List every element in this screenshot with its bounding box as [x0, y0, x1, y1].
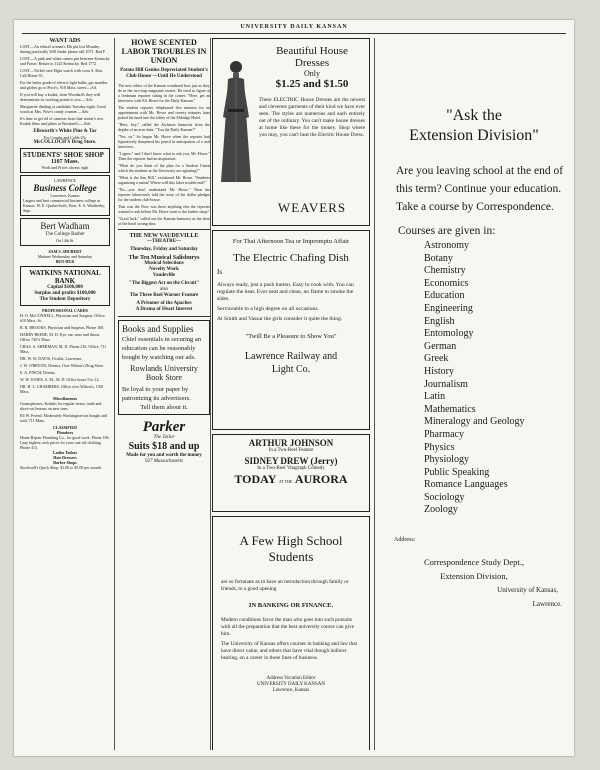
business-title: Business College [33, 183, 97, 193]
days: Thursday, Friday and Saturday [130, 247, 198, 252]
prof-card-item: H. O. McCONNELL, Physician and Surgeon. Office, 610 Mass. St. [20, 313, 106, 323]
dress-title: Beautiful House Dresses [276, 45, 348, 69]
headline: HOWE SCENTED LABOR TROUBLES IN UNION [121, 38, 207, 65]
bank-capital: Capital $100,000 [47, 285, 83, 290]
classified-title: CLASSIFIED [52, 425, 77, 430]
students-title: A Few High School Students [239, 533, 343, 564]
aurora-line3 [216, 472, 366, 486]
house-dress-ad [212, 38, 370, 226]
tailors-title: Ladies Tailors [52, 450, 78, 455]
ext-given: Courses are given in: [398, 225, 496, 237]
aurora-name: AURORA [294, 472, 348, 486]
want-ad-item: LOST—An ethical woman's Elk pin lost Monday during practically Will finder please call 1071. Red F [20, 44, 106, 54]
prof-title: PROFESSIONAL CARDS [42, 308, 88, 313]
prof-card-item: E. A. FINCH, Dentist. [20, 370, 56, 375]
bank-ad [20, 266, 110, 306]
course-item: Physiology [424, 454, 470, 466]
plumbers-title: Plumbers [56, 430, 74, 435]
course-item: Romance Languages [424, 479, 508, 491]
course-item: History [424, 365, 454, 377]
divider [118, 229, 210, 230]
act2: "The Biggest Act on the Circuit" [128, 281, 200, 286]
course-item: Zoology [424, 504, 458, 516]
ext-address-label: Address: [394, 537, 416, 544]
students-addr1: Address Vocation Editor [266, 676, 316, 681]
aurora-at: AT THE [278, 479, 293, 485]
ext-address3: University of Kansas, [497, 586, 558, 595]
feature1: A Prisoner of the Apaches [136, 301, 192, 306]
parker-made: Made for you and worth the money [126, 453, 202, 458]
ext-title-line1: "Ask the [446, 107, 502, 124]
dress-body: These ELECTRIC House Dresses are the newest and cleverest garments of their kind we have ever seen. The styles are numerous and each entirely out of the ordinary. You can't make house dresses at home like these for the money. Shop where you may, you can't beat the Electric House Dress. [259, 97, 365, 138]
books-ad [118, 320, 210, 415]
rowlands: Rowlands University Book Store [130, 364, 198, 382]
bank-surplus: Surplus and profits $100,000 [34, 291, 96, 296]
ext-question: Are you leaving school at the end of this term? Continue your education. Take a course by Correspondence. [396, 165, 564, 213]
course-item: Economics [424, 277, 469, 289]
students-body1: Modern conditions favor the man who goes into such pursuits with all the preparation that the best university course can give him. [221, 617, 354, 637]
chafing-dish-ad [212, 230, 370, 430]
aurora-today: TODAY [234, 472, 277, 486]
clothes-ad: I pay highest cash prices for your cast-off clothing. Phone 413. [20, 440, 102, 450]
act1: The Ten Musical Salisburys [128, 255, 200, 261]
ext-title-line2: Extension Division" [409, 127, 539, 144]
students-heading: IN BANKING OR FINANCE. [248, 602, 334, 609]
course-item: Mathematics [424, 403, 476, 415]
misc-title: Miscellaneous [53, 396, 77, 401]
classifieds-column [20, 38, 110, 750]
ads-column [212, 38, 370, 750]
dress-only: Only [304, 69, 320, 78]
ext-title [376, 106, 572, 146]
course-item: Education [424, 290, 465, 302]
story-paragraph: "I agree," and I don't know what to ask you, Mr. Howe." Then the reporter had an inspiration. [118, 151, 210, 161]
woman-in-dress-illustration [219, 57, 253, 187]
course-item: Greek [424, 353, 449, 365]
feature: The Three Reel Warner Feature [129, 293, 199, 298]
course-item: Physics [424, 441, 455, 453]
act1-sub3: Vaudeville [152, 273, 176, 278]
course-item: Astronomy [424, 240, 469, 251]
aurora-ad [212, 434, 370, 512]
story-paragraph: The new editor of the Kansan wondered how just as they do in the two-step magazine stories. He tried to figure at a freshman reporter sitting in the corner. "Here, get an interview with Ed. Howe for the Daily Kansan." [118, 83, 210, 103]
parker-ad [118, 419, 210, 465]
chafing-is: Is [217, 268, 223, 276]
chafing-company: Lawrence Railway and Light Co. [244, 351, 338, 375]
course-item: Entomology [424, 328, 474, 340]
prof-card-item: HARRY BEEBE, M. D. Eye, ear, nose and throat. Office 745½ Mass. [20, 332, 101, 342]
business-sub: Lawrence, Kansas [50, 193, 80, 198]
feature2: A Drama of Heart Interest [135, 307, 193, 312]
shoe-title: STUDENTS' SHOE SHOP [23, 151, 104, 159]
subhead: Potato Hill Genius Depreciated Student's Club House —Until He Understood [120, 68, 208, 79]
shoe-addr: 1107 Mass. [50, 159, 79, 165]
barber-title: Bert Wadham [40, 221, 90, 231]
course-item: Pharmacy [424, 428, 464, 440]
students-intro: are so fortunate as to have an introduction through family or friends, to a good opening [221, 579, 349, 592]
story-paragraph: "Yes, sir." So began Mr. Howe when the reporter had figuratively sharpened his pencil in anticipation of a real interview. [118, 134, 210, 149]
prof-card-item: DR. H. L. CHAMBERS, Office over Wilson's, 1001 Mass. [20, 384, 104, 394]
course-item: Chemistry [424, 265, 466, 277]
story-paragraph: That was the Now was there anything else the reporter wanted to ask before Mr. Howe went to the barber shop? [118, 204, 210, 214]
ext-address1: Correspondence Study Dept., [423, 557, 525, 568]
parker-suits: Suits $18 and up [128, 441, 200, 452]
bank-depository: The Student Depository [39, 297, 91, 302]
shubert-title: SAM S. SHUBERT [48, 249, 82, 254]
divider [118, 316, 210, 317]
chafing-body1: Always ready, just a push button. Easy to cook with. You can regulate the heat. Ever neat and clean, no flame to smoke the sides. [217, 282, 354, 302]
barber-addr: On 14th St. [55, 238, 75, 243]
footer-ad: Stockwell's Quick Shop. $1.00 to $5.00 per month. [20, 465, 102, 470]
newspaper-page [14, 20, 574, 756]
ext-address4: Lawrence. [532, 600, 562, 609]
prof-card-item: J. W. O'BRYON, Dentist, Over Wilson's Drug Store. [20, 363, 105, 368]
books-title: Books and Supplies [122, 324, 194, 334]
story-body [118, 83, 210, 226]
parker-addr: 927 Massachusetts [145, 459, 183, 464]
plumbing-ad: Home Repair Plumbing Co., for good work. Phone 106. [20, 435, 110, 440]
prof-cards-list [20, 313, 110, 394]
story-paragraph: "What is the Sun Hill," exclaimed Mr. Howe. "Students organizing a union! Where will this labor trouble end?" [118, 175, 210, 185]
extension-division-ad [376, 38, 572, 750]
story-paragraph: "No—you don't understand Mr. Howe." Then the reporter laboriously told the story of the dollar pledges for the student club-house. [118, 187, 210, 202]
course-item: Journalism [424, 378, 468, 390]
news-column [114, 38, 210, 750]
barber-ad [20, 218, 110, 246]
ben-hur: BEN-HUR [55, 259, 75, 264]
header-rule [22, 33, 566, 34]
course-item: German [424, 340, 457, 352]
business-college-ad [20, 175, 110, 216]
aurora-line2: In a Two-Reel Vitagraph Comedy [257, 466, 325, 471]
dress-price: $1.25 and $1.50 [275, 78, 349, 90]
course-item: Latin [424, 391, 446, 403]
want-ad-item: LOST—Nickel case Elgin watch with cross S. Kiet. Call Home 35. [20, 68, 104, 78]
vaudeville-title: THE NEW VAUDEVILLE [129, 233, 199, 239]
chafing-slogan: "Twill Be a Pleasure to Show You" [245, 333, 337, 340]
course-item: English [424, 315, 455, 327]
prof-card-item: W. W. JONES, A. M., M. D. Office hours 9 to 12. [20, 377, 100, 382]
course-item: Public Speaking [424, 466, 490, 478]
weavers-store: WEAVERS [277, 200, 347, 215]
shoe-shop-ad [20, 148, 110, 173]
chafing-body3: At Smith and Vassar the girls consider it quite the thing. [217, 316, 343, 322]
want-ads-title: WANT ADS [49, 38, 81, 44]
students-body2: The University of Kansas offers courses in banking and law that have direct value, and others that have vital though indirect bearing, on a career in these lines of business. [221, 641, 358, 661]
course-list [376, 240, 572, 517]
books-body: Chief essentials in securing an education can be reasonably bought by watching our ads. [122, 336, 202, 361]
ext-address [376, 555, 572, 611]
loyal: Be loyal to your paper by patronizing its advertisers. [122, 386, 191, 402]
mccolloch-ad: McCOLLOCH'S Drug Store. [33, 140, 97, 145]
course-item: Engineering [424, 302, 473, 314]
students-addr2: UNIVERSITY DAILY KANSAN [256, 682, 325, 687]
hair-title: Hair Dressers [53, 455, 77, 460]
misc-item: Gramophones, Kodaks for regular terms; trade and short-cut lessons on new ones. [20, 401, 102, 411]
chafing-body2: Serviceable to a high degree on all occasions. [217, 306, 319, 312]
whites-ad: Ellsworth's White Pine & Tar [33, 129, 97, 134]
want-ad-item: Marguerite dinding at candidate Tuesday night. Good watch at Mrs. Wise's candy counter.—Adv. [20, 104, 106, 114]
shubert-sub: Matinee Wednesday and Saturday [37, 254, 93, 259]
prof-card-item: R. R. BROOKS, Physician and Surgeon, Phone 168. [20, 325, 105, 330]
story-paragraph: "What do you think of the plan for a Student Union which the students at the University are agitating?" [118, 163, 210, 173]
want-ads-list [20, 44, 110, 126]
want-ad-item: For the better grade of electric light bulbs, gas mantles and globes go to Price's, 918 Mass. street.—Ad. [20, 80, 108, 90]
bank-title: WATKINS NATIONAL BANK [29, 269, 101, 285]
want-ad-item: If you will buy a kodak, from Woodard's they will demonstrate its working points to you.—Adv. [20, 92, 101, 102]
shoe-sub: Work and Prices always right [41, 165, 89, 170]
page-header: UNIVERSITY DAILY KANSAN [240, 24, 348, 30]
column-rule [374, 38, 375, 750]
want-ad-item: It's time to get rid of cameras from that winter's rest. Kodak films and plates at Woodard's.—Adv. [20, 116, 104, 126]
act1-sub2: Novelty Work [149, 267, 179, 272]
chafing-intro: For That Afternoon Tea or Impromptu Affair [232, 238, 350, 245]
parker-tailor: The Tailor [153, 435, 175, 440]
high-school-students-ad [212, 516, 370, 750]
course-item: Sociology [424, 491, 465, 503]
barber-shops-title: Barber Shops [53, 460, 77, 465]
act1-sub1: Musical Selections [144, 261, 184, 266]
want-ad-item: LOST—A pink and white cameo pin between Kentucky and Fraser. Return to 1125 Kentucky. Red 1772 [20, 56, 110, 66]
also-label: also [159, 287, 169, 292]
aurora-star1: ARTHUR JOHNSON [248, 438, 334, 448]
story-paragraph: "Here, boy," called the Atchison humorist from the depths of an arm chair. "You the Daily Kansan?" [118, 122, 210, 132]
story-paragraph: The student reporter telephoned five minutes for an appointment with Mr. Howe and twenty minutes later poked his head into the lobby of the Eldridge Hotel. [118, 105, 210, 120]
students-addr3: Lawrence, Kansas [272, 688, 310, 693]
misc-list [20, 401, 110, 423]
whites-sub: For Coughs and Colds 25c [43, 135, 87, 140]
misc-item: Eli W. Friend. Moderately Washington-ton bought and sold. 711 Mass. [20, 413, 108, 423]
prof-card-item: DR. W. W. DAVIS, Oculist, Lawrence. [20, 356, 83, 361]
parker-logo: Parker [142, 419, 186, 435]
business-top: LAWRENCE [54, 178, 76, 183]
story-paragraph: "Good luck," called out the Kansan humorist as the door of the hotel swung shut. [118, 216, 210, 226]
business-body: Largest and best commercial business college in Kansas. W. E. Quaker-both, Prest. E. S. Weatherby, Supt. [23, 198, 106, 213]
course-item: Mineralogy and Geology [424, 416, 525, 428]
chafing-title: The Electric Chafing Dish [233, 252, 349, 264]
course-item: Botany [424, 252, 453, 264]
tell: Tell them about it. [140, 404, 188, 411]
aurora-star2: SIDNEY DREW (Jerry) [244, 456, 338, 466]
prof-card-item: CHAS. A. SHERMAN, M. D. Phone 216, Office, 711 Mass. [20, 344, 107, 354]
ext-address2: Extension Division, [440, 571, 508, 582]
column-rule [210, 38, 211, 750]
barber-sub: The College Barber [45, 232, 85, 237]
theatre-label: —THEATRE— [146, 239, 182, 244]
aurora-line1: In a Two-Reel Feature [268, 448, 314, 453]
